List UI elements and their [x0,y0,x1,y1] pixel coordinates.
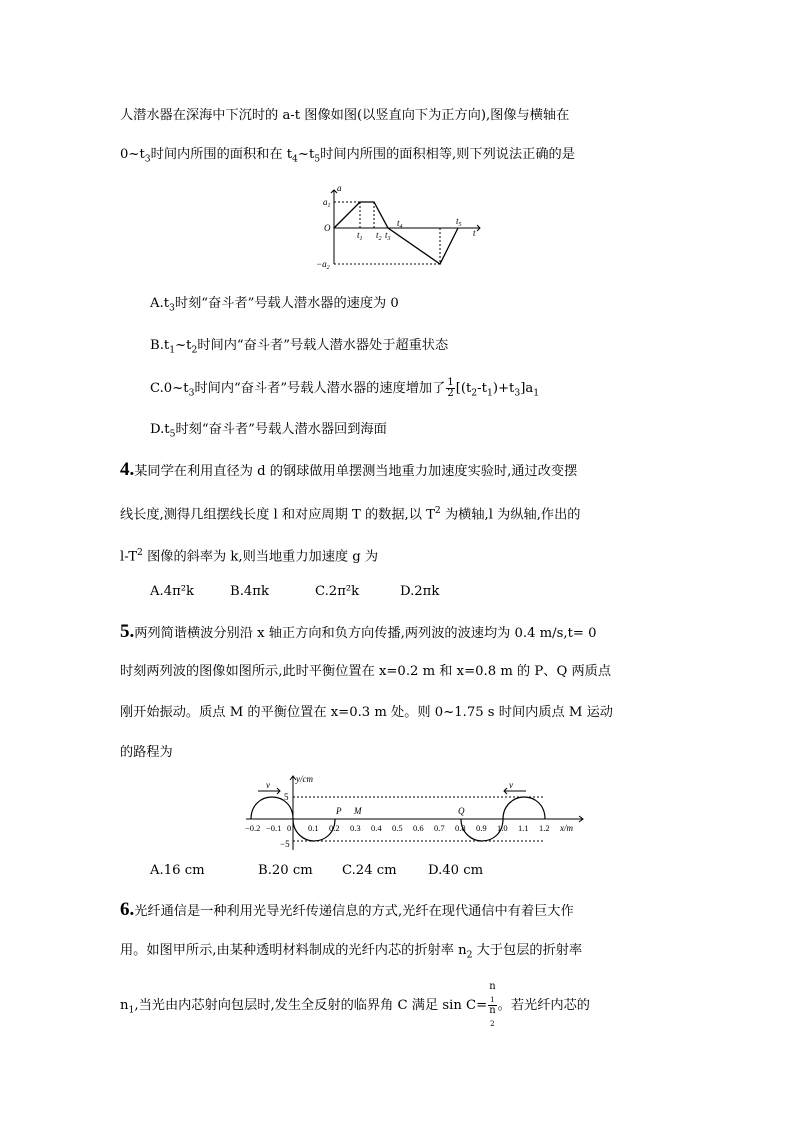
q3-at-graph [310,182,490,272]
q4-option-b[interactable]: B.4πk [230,584,269,599]
q5-label-v-left: v [266,780,270,790]
q5-label-M: M [354,806,362,816]
q3-fraction-half: $\frac{1}{2}$ [447,377,454,399]
q5-y-label: y/cm [296,774,313,784]
q3-text-line-2: $0\sim t_3$时间内所围的面积和在 $t_4\sim t_5$时间内所围的面积相等,则下列说法正确的是 [120,147,575,165]
svg-text:t2: $t_2$ [376,230,382,242]
q5-number: 5. [120,621,135,642]
q5-label-v-right: v [509,780,513,790]
q3-label-t1: t [357,230,360,240]
svg-text:t5: $t_5$ [456,216,462,228]
q5-x-tick-label: 1.0 [497,823,508,833]
q5-label-P: P [336,806,342,816]
q3-text-line-1: 人潜水器在深海中下沉时的 a-t 图像如图(以竖直向下为正方向),图像与横轴在 [120,108,570,123]
q3-option-a[interactable]: $A.t_3$时刻“奋斗者”号载人潜水器的速度为 0 [150,296,399,314]
q5-text-line-3: 刚开始振动。质点 M 的平衡位置在 x=0.3 m 处。则 0~1.75 s 时间内质点 M 运动 [120,705,613,720]
q5-x-tick-label: 0.1 [308,823,319,833]
q4-text-line-1: 4.某同学在利用直径为 d 的钢球做用单摆测当地重力加速度实验时,通过改变摆 [120,459,578,480]
q5-x-tick-label: 0.7 [434,823,445,833]
q5-x-tick-label: 0.2 [329,823,340,833]
q3-label-O: O [324,223,331,233]
q5-tick-labels [245,823,550,833]
q5-x-tick-label: 0 [287,823,292,833]
q5-x-tick-label: −0.1 [266,823,282,833]
q5-x-tick-label: −0.2 [245,823,261,833]
q4-number: 4. [120,459,135,480]
q3-label-t5: t [456,216,459,226]
q5-label-neg5: −5 [280,839,290,849]
q3-at-curve [334,202,458,264]
q5-x-tick-label: 0.4 [371,823,382,833]
q5-x-tick-label: 0.5 [392,823,403,833]
q5-wave-graph [238,772,588,852]
q5-label-5: 5 [284,792,289,802]
q3-label-t4: t [397,218,400,228]
q3-label-neg-a2: −a [316,259,327,269]
q5-x-label: x/m [560,823,573,833]
q4-option-c[interactable]: C.2π²k [315,584,360,599]
q3-label-a1: a [323,197,328,207]
q3-option-c[interactable]: $C.0\sim t_3$时间内“奋斗者”号载人潜水器的速度增加了 $\frac{1}{2}$ $[(t_2-t_1)+t_3]a_1$ [150,377,540,399]
q5-text-line-4: 的路程为 [120,745,173,760]
q5-text-line-2: 时刻两列波的图像如图所示,此时平衡位置在 x=0.2 m 和 x=0.8 m 的 P、Q 两质点 [120,664,612,679]
q5-text-line-1: 5.两列简谐横波分别沿 x 轴正方向和负方向传播,两列波的波速均为 0.4 m/s,t= 0 [120,621,597,642]
q3-label-a: a [337,183,342,193]
q5-option-d[interactable]: D.40 cm [428,863,484,878]
q5-option-a[interactable]: A.16 cm [150,863,205,878]
q4-option-d[interactable]: D.2πk [400,584,440,599]
svg-text:a1: $a_1$ [323,197,331,209]
q6-text-line-1: 6.光纤通信是一种利用光导光纤传递信息的方式,光纤在现代通信中有着巨大作 [120,899,574,920]
q3-option-d[interactable]: $D.t_5$时刻“奋斗者”号载人潜水器回到海面 [150,422,387,440]
q5-label-Q: Q [458,806,465,816]
svg-text:t1: $t_1$ [357,230,363,242]
q6-fraction-n1-n2: n $_1$ n $_2$ [489,981,496,1028]
q4-text-line-3: $l-T^2$ 图像的斜率为 k,则当地重力加速度 g 为 [120,547,379,565]
svg-text:t4: $t_4$ [397,218,403,230]
q6-text-line-2: 用。如图甲所示,由某种透明材料制成的光纤内芯的折射率 $n_2$ 大于包层的折射率 [120,943,583,961]
q5-x-tick-label: 0.6 [413,823,424,833]
q3-option-b[interactable]: $B.t_1\sim t_2$时间内“奋斗者”号载人潜水器处于超重状态 [150,338,449,356]
svg-text:−a2: $-a_2$ [316,259,330,271]
q5-x-tick-label: 1.1 [518,823,529,833]
q6-number: 6. [120,899,135,920]
q5-x-tick-label: 1.2 [539,823,550,833]
q5-x-tick-label: 0.3 [350,823,361,833]
q6-text-line-3: $n_1$,当光由内芯射向包层时,发生全反射的临界角 C 满足 sin C= n $_1$ n $_2$ 。若光纤内芯的 [120,981,590,1028]
q3-label-t: t [473,228,476,238]
q4-text-line-2: 线长度,测得几组摆线长度 l 和对应周期 T 的数据,以 $T^2$ 为横轴,l 为纵轴,作出的 [120,505,581,523]
q5-option-c[interactable]: C.24 cm [342,863,397,878]
q4-option-a[interactable]: A.4π²k [150,584,195,599]
q5-option-b[interactable]: B.20 cm [258,863,313,878]
q5-x-tick-label: 0.9 [476,823,487,833]
svg-text:t3: $t_3$ [385,230,391,242]
q3-label-t2: t [376,230,379,240]
q3-label-t3: t [385,230,388,240]
q5-x-tick-label: 0.8 [455,823,466,833]
